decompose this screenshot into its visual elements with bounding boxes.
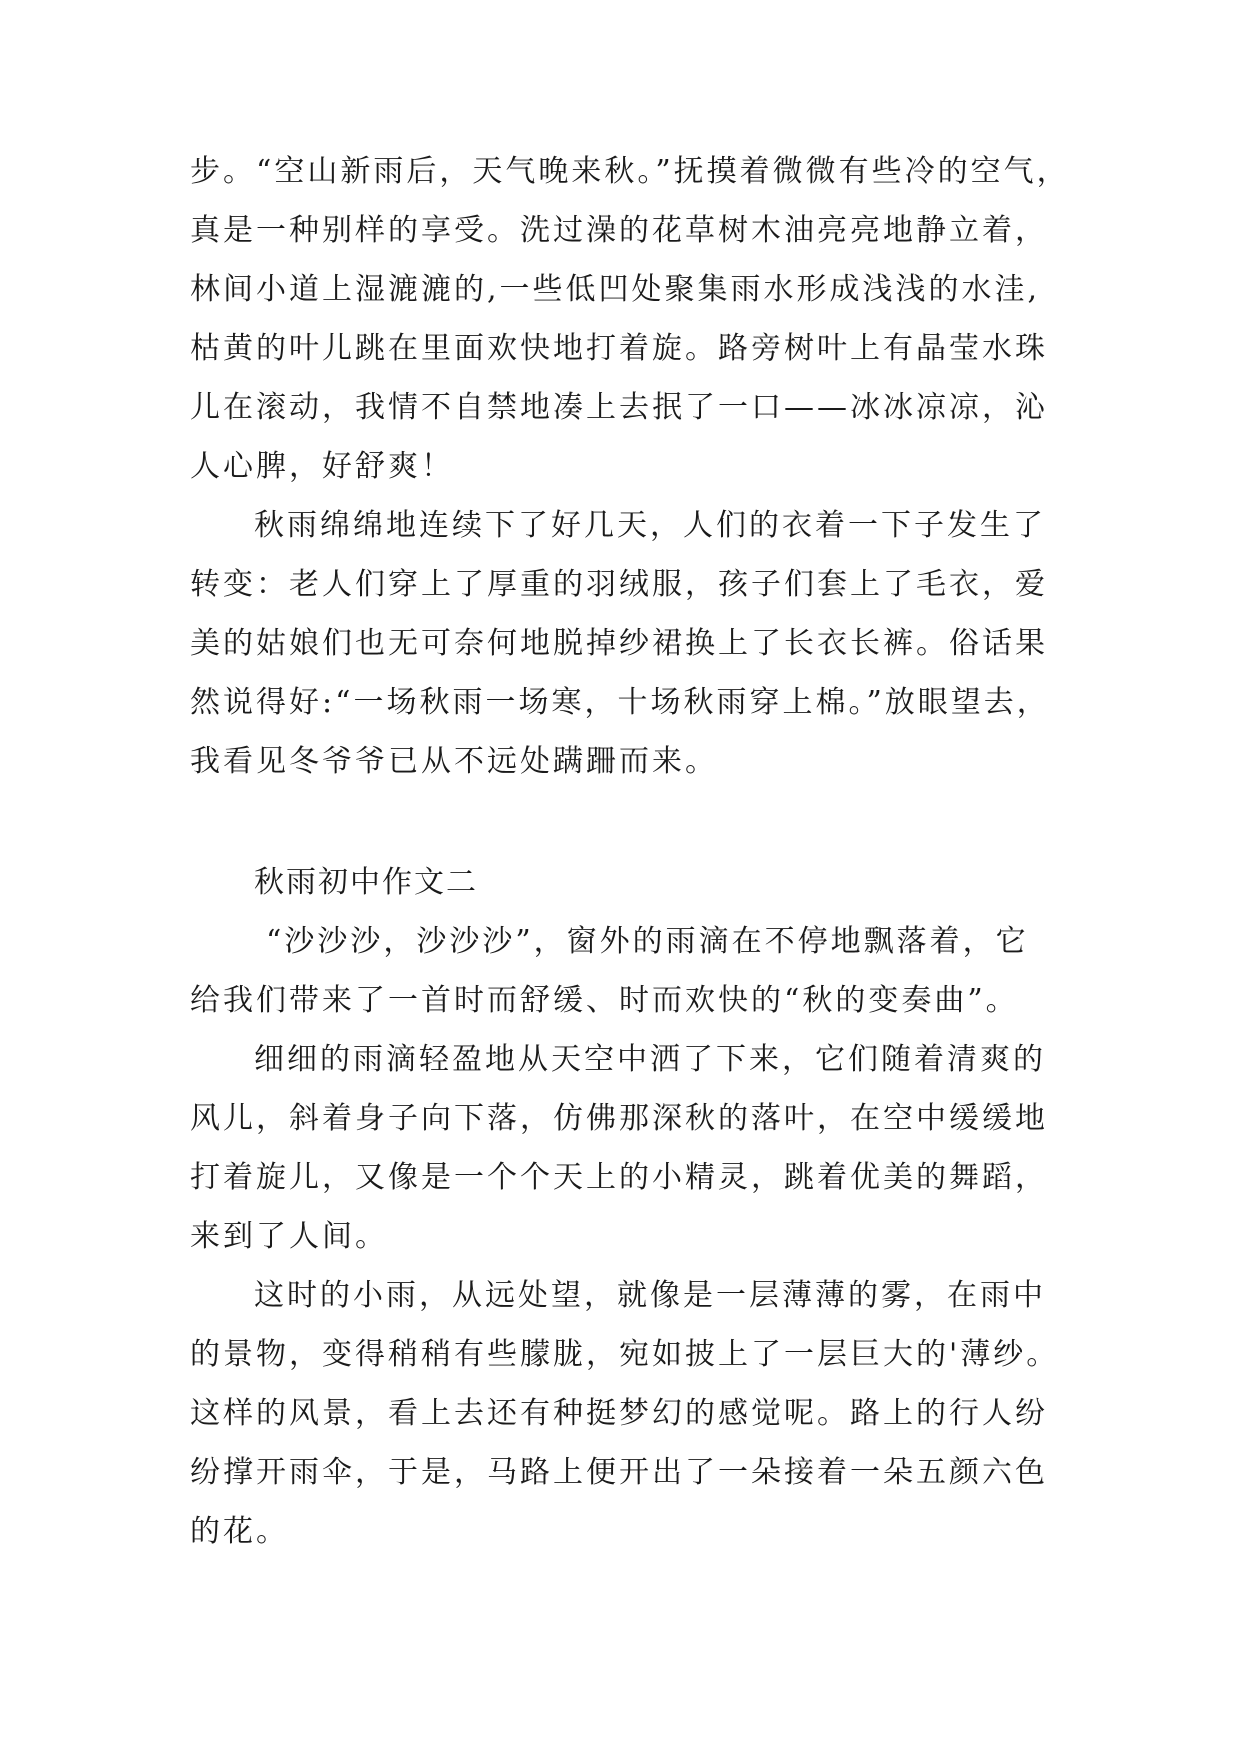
paragraph-5-line-3: 这样的风景，看上去还有种挺梦幻的感觉呢。路上的行人纷: [190, 1396, 1048, 1431]
paragraph-4-line-3: 打着旋儿，又像是一个个天上的小精灵，跳着优美的舞蹈，: [190, 1160, 1048, 1195]
paragraph-5-line-1: 这时的小雨，从远处望，就像是一层薄薄的雾，在雨中: [254, 1278, 1046, 1313]
paragraph-5-line-5: 的花。: [190, 1514, 289, 1549]
paragraph-1-line-2: 真是一种别样的享受。洗过澡的花草树木油亮亮地静立着，: [190, 213, 1048, 248]
paragraph-2-line-1: 秋雨绵绵地连续下了好几天，人们的衣着一下子发生了: [254, 508, 1046, 543]
paragraph-4-line-1: 细细的雨滴轻盈地从天空中洒了下来，它们随着清爽的: [254, 1042, 1046, 1077]
paragraph-1-line-5: 儿在滚动，我情不自禁地凑上去抿了一口——冰冰凉凉，沁: [190, 390, 1048, 425]
paragraph-2-line-2: 转变：老人们穿上了厚重的羽绒服，孩子们套上了毛衣，爱: [190, 567, 1048, 602]
paragraph-2-line-4: 然说得好:“一场秋雨一场寒，十场秋雨穿上棉。”放眼望去，: [190, 685, 1050, 720]
paragraph-1-line-4: 枯黄的叶儿跳在里面欢快地打着旋。路旁树叶上有晶莹水珠: [190, 331, 1048, 366]
paragraph-4-line-4: 来到了人间。: [190, 1219, 388, 1254]
paragraph-1-line-6: 人心脾，好舒爽！: [190, 449, 454, 484]
paragraph-4-line-2: 风儿，斜着身子向下落，仿佛那深秋的落叶，在空中缓缓地: [190, 1101, 1048, 1136]
paragraph-2-line-3: 美的姑娘们也无可奈何地脱掉纱裙换上了长衣长裤。俗话果: [190, 626, 1048, 661]
section-title: 秋雨初中作文二: [254, 865, 478, 900]
paragraph-5-line-2: 的景物，变得稍稍有些朦胧，宛如披上了一层巨大的'薄纱。: [190, 1337, 1060, 1372]
paragraph-1-line-3: 林间小道上湿漉漉的,一些低凹处聚集雨水形成浅浅的水洼,: [190, 272, 1041, 307]
paragraph-2-line-5: 我看见冬爷爷已从不远处蹒跚而来。: [190, 744, 718, 779]
paragraph-1-line-1: 步。“空山新雨后，天气晚来秋。”抚摸着微微有些冷的空气，: [190, 154, 1070, 189]
paragraph-5-line-4: 纷撑开雨伞，于是，马路上便开出了一朵接着一朵五颜六色: [190, 1455, 1048, 1490]
paragraph-3-line-2: 给我们带来了一首时而舒缓、时而欢快的“秋的变奏曲”。: [190, 983, 1019, 1018]
paragraph-3-line-1: “沙沙沙，沙沙沙”，窗外的雨滴在不停地飘落着，它: [266, 924, 1029, 959]
